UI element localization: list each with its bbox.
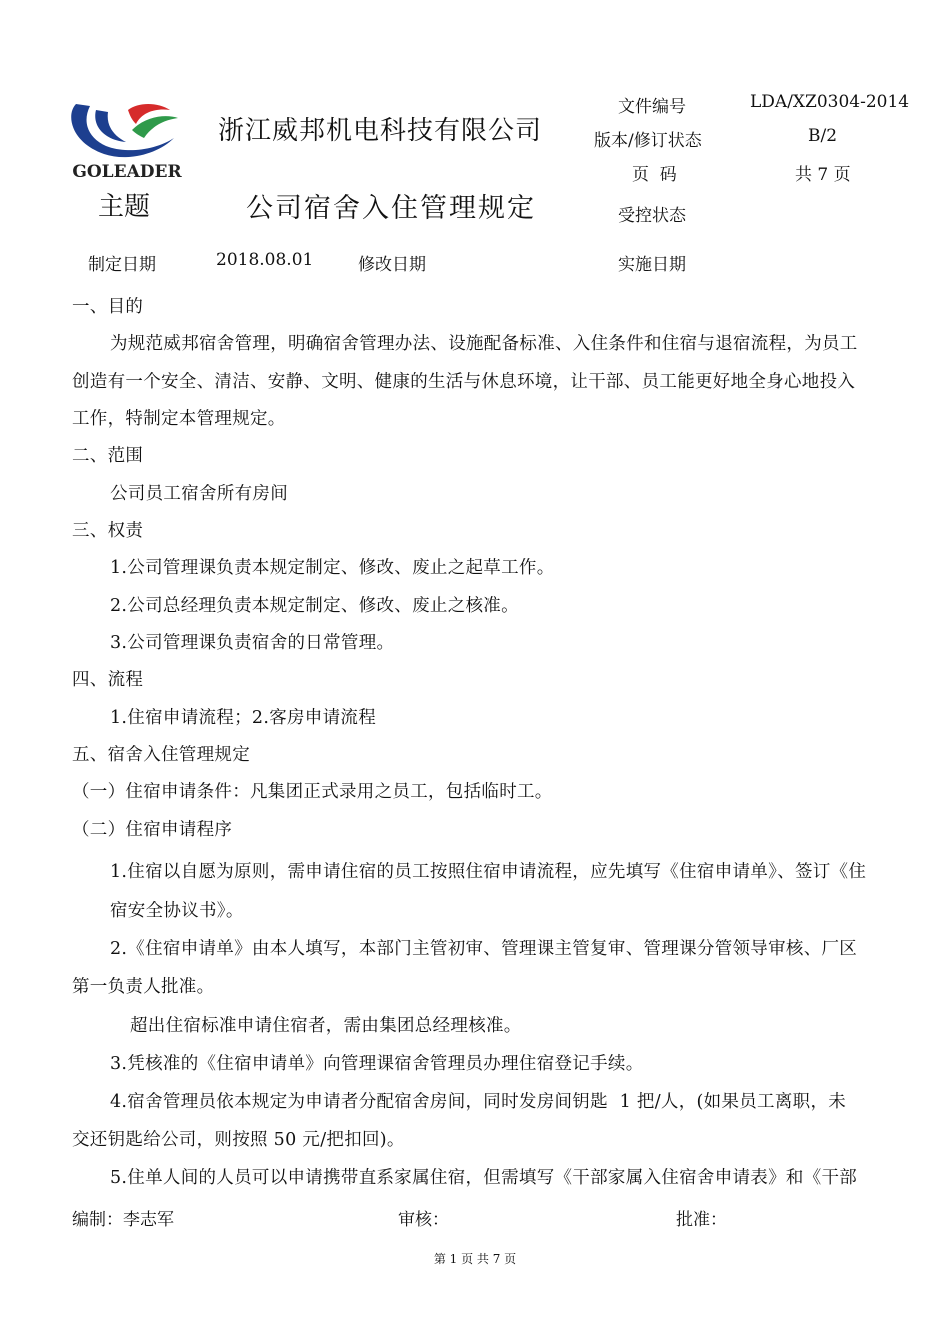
- subsection-heading: （一）住宿申请条件：凡集团正式录用之员工，包括临时工。: [72, 782, 553, 802]
- paragraph-line: 超出住宿标准申请住宿者，需由集团总经理核准。: [130, 1016, 522, 1036]
- date-modified-label: 修改日期: [358, 255, 426, 275]
- page-number-footer: 第 1 页 共 7 页: [433, 1252, 517, 1266]
- meta-value-doc-number: LDA/XZ0304-2014: [750, 92, 910, 112]
- paragraph-line: 工作，特制定本管理规定。: [72, 409, 286, 429]
- meta-label-control-status: 受控状态: [618, 206, 686, 226]
- paragraph-line: 交还钥匙给公司，则按照 50 元/把扣回)。: [72, 1130, 405, 1150]
- list-item: 2.公司总经理负责本规定制定、修改、废止之核准。: [110, 596, 519, 616]
- meta-value-version: B/2: [808, 126, 838, 146]
- section-heading-rules: 五、宿舍入住管理规定: [72, 745, 250, 765]
- signature-reviewer: 审核：: [398, 1210, 449, 1230]
- goleader-logo-icon: [66, 96, 188, 180]
- section-heading-scope: 二、范围: [72, 446, 144, 466]
- list-item: 4.宿舍管理员依本规定为申请者分配宿舍房间，同时发房间钥匙 1 把/人，(如果员工离职，未: [110, 1092, 847, 1112]
- company-logo: [66, 96, 188, 180]
- date-made-label: 制定日期: [88, 255, 156, 275]
- date-effective-label: 实施日期: [618, 255, 686, 275]
- meta-label-version: 版本/修订状态: [594, 131, 702, 151]
- meta-label-doc-number: 文件编号: [618, 97, 686, 117]
- list-item: 1.住宿申请流程；2.客房申请流程: [110, 708, 376, 728]
- paragraph-line: 第一负责人批准。: [72, 977, 215, 997]
- list-item: 2.《住宿申请单》由本人填写，本部门主管初审、管理课主管复审、管理课分管领导审核、厂区: [110, 939, 858, 959]
- date-made-value: 2018.08.01: [216, 250, 314, 270]
- subject-label: 主题: [98, 192, 151, 222]
- paragraph-line: 创造有一个安全、清洁、安静、文明、健康的生活与休息环境，让干部、员工能更好地全身心地投入: [72, 372, 856, 392]
- list-item: 5.住单人间的人员可以申请携带直系家属住宿，但需填写《干部家属入住宿舍申请表》和《干部: [110, 1168, 858, 1188]
- signature-compiler: 编制：李志军: [72, 1210, 174, 1230]
- list-item: 1.住宿以自愿为原则，需申请住宿的员工按照住宿申请流程，应先填写《住宿申请单》、签订《住: [110, 862, 867, 882]
- paragraph-line: 公司员工宿舍所有房间: [110, 484, 288, 504]
- list-item: 3.公司管理课负责宿舍的日常管理。: [110, 633, 395, 653]
- list-item: 1.公司管理课负责本规定制定、修改、废止之起草工作。: [110, 558, 555, 578]
- section-heading-purpose: 一、目的: [72, 297, 144, 317]
- svg-text:GOLEADER: GOLEADER: [72, 162, 182, 180]
- paragraph-line: 为规范威邦宿舍管理，明确宿舍管理办法、设施配备标准、入住条件和住宿与退宿流程，为员工: [110, 334, 858, 354]
- section-heading-responsibility: 三、权责: [72, 521, 144, 541]
- paragraph-line: 宿安全协议书》。: [110, 901, 244, 921]
- meta-label-pages: 页 码: [632, 165, 677, 185]
- section-heading-process: 四、流程: [72, 670, 144, 690]
- signature-approver: 批准：: [676, 1210, 727, 1230]
- company-name: 浙江威邦机电科技有限公司: [218, 116, 543, 146]
- subsection-heading: （二）住宿申请程序: [72, 820, 233, 840]
- list-item: 3.凭核准的《住宿申请单》向管理课宿舍管理员办理住宿登记手续。: [110, 1054, 644, 1074]
- document-title: 公司宿舍入住管理规定: [246, 193, 536, 224]
- meta-value-pages: 共 7 页: [795, 165, 851, 185]
